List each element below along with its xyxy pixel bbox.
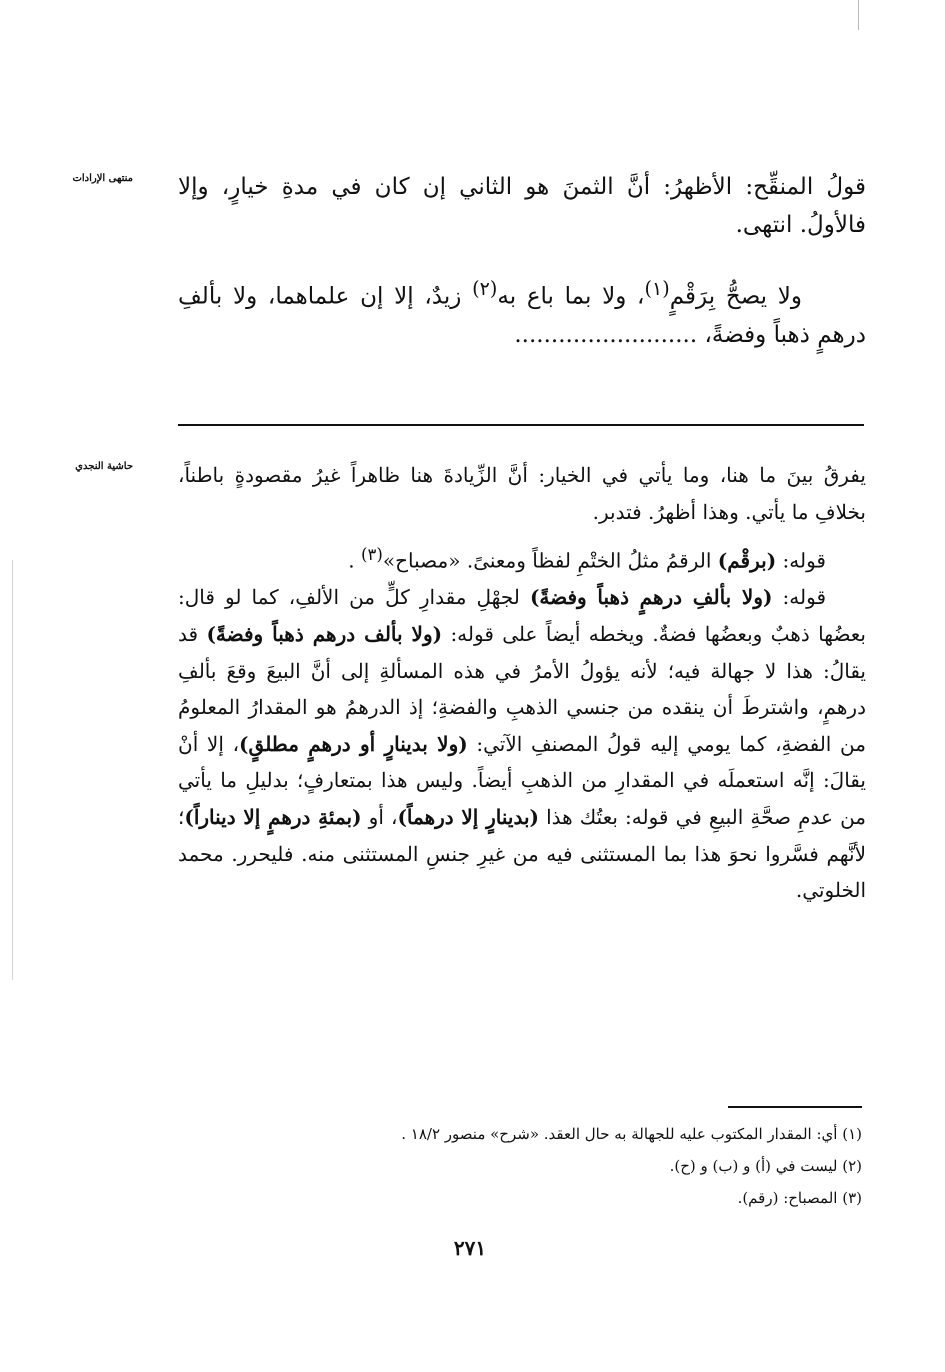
hashiya-text-run: لجهْلِ مقدارِ كلٍّ من الألفِ، كما لو قال: بعضُها ذهبٌ وبعضُها فضةٌ. ويخطه أيضاً على قوله:: [178, 585, 866, 647]
hashiya-text-run: ؛ لأنَّهم فسَّروا نحوَ هذا بما المستثنى فيه من غيرِ جنسِ المستثنى منه. فليحرر. محمد الخلوتي.: [178, 805, 866, 903]
matn-text: [178, 168, 866, 354]
quoted-term: (برقْم): [717, 548, 777, 573]
hashiya-text-run: ، أو: [361, 805, 398, 829]
page-number: ٢٧١: [453, 1236, 487, 1260]
hashiya-paragraph-3: [178, 579, 866, 908]
quoted-term: (ولا بألفِ درهمٍ ذهباً وفضةً): [529, 585, 773, 610]
page-edge-line-left: [12, 560, 13, 980]
quoted-term: (بمئةِ درهمٍ إلا ديناراً): [184, 805, 362, 829]
footnote-ref-3: (٣): [360, 545, 383, 565]
hashiya-text: [178, 457, 866, 909]
quoted-term: (بدينارٍ إلا درهماً): [397, 805, 539, 829]
footnote-ref-2: (٢): [472, 277, 498, 300]
hashiya-text-run: قد يقالُ: هذا لا جهالة فيه؛ لأنه يؤولُ الأمرُ في هذه المسألةِ إلى أنَّ البيعَ وقعَ بألفِ درهمٍ، واشترطَ أن ينقده من جنسي الذهبِ والفضةِ؛ إذ الدرهمُ هو المقدارُ المعلومُ من الفضةِ، كما يومي إليه قولُ المصنفِ الآتي:: [178, 622, 866, 756]
matn-paragraph-1: قولُ المنقِّح: الأظهرُ: أنَّ الثمنَ هو الثاني إن كان في مدةِ خيارٍ، وإلا فالأولُ. انتهى.: [178, 174, 866, 238]
hashiya-paragraph-1: يفرقُ بينَ ما هنا، وما يأتي في الخيار: أنَّ الزِّيادةَ هنا ظاهراً غيرُ مقصودةٍ باطناً، بخلافِ ما يأتي. وهذا أظهرُ. فتدبر.: [178, 463, 866, 524]
footnote-2: (٢) ليست في (أ) و (ب) و (ح).: [669, 1157, 862, 1175]
matn-text-run: ، ولا بما باع به: [497, 283, 645, 310]
hashiya-text-run: قوله:: [772, 585, 827, 610]
hashiya-paragraph-2: [178, 537, 866, 579]
hashiya-text-run: .: [348, 548, 361, 573]
quoted-term: (ولا بدينارٍ أو درهمٍ مطلقٍ): [239, 731, 468, 756]
page-edge-line: [858, 0, 859, 30]
footnote-3: (٣) المصباح: (رقم).: [737, 1189, 862, 1207]
quoted-term: (ولا بألف درهم ذهباً وفضةً): [206, 622, 443, 647]
matn-paragraph-2: [178, 270, 866, 354]
footnotes: [300, 1118, 862, 1214]
hashiya-text-run: الرقمُ مثلُ الختْمِ لفظاً ومعنىً. «مصباح»: [382, 548, 718, 573]
hashiya-text-run: قوله:: [776, 548, 826, 573]
matn-separator-rule: [178, 424, 864, 426]
margin-label-hashiya: حاشية النجدي: [75, 461, 133, 472]
margin-label-matn: منتهى الإرادات: [72, 173, 133, 184]
footnote-ref-1: (١): [644, 277, 670, 300]
footnote-1: (١) أي: المقدار المكتوب عليه للجهالة به حال العقد. «شرح» منصور ١٨/٢ .: [401, 1125, 862, 1143]
matn-text-run: زيدٌ، إلا إن علماهما، ولا بألفِ درهمٍ ذهباً وفضةً، .........................: [178, 283, 866, 348]
hashiya-text-run: ، إلا أنْ يقالَ: إنَّه استعملَه في المقدارِ من الذهبِ أيضاً. وليس هذا بمتعارفٍ؛ بدليلِ ما يأتي من عدمِ صحَّةِ البيعِ في قوله: بعتُك هذا: [178, 731, 867, 829]
footnote-separator-rule: [728, 1106, 862, 1108]
matn-text-run: ولا يصحُّ بِرَقْمٍ: [669, 283, 803, 310]
